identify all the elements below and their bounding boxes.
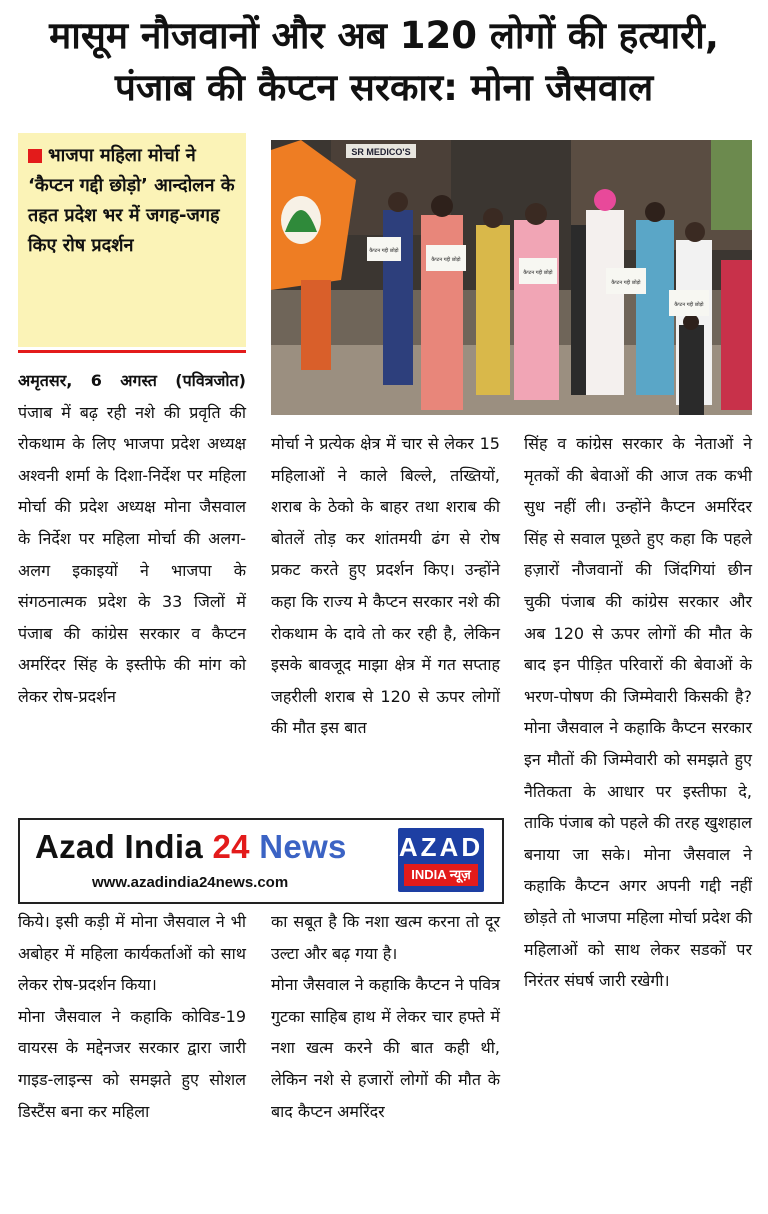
red-square-bullet-icon bbox=[28, 149, 42, 163]
highlight-box bbox=[18, 133, 246, 347]
shop-sign: SR MEDICO'S bbox=[351, 147, 411, 157]
headline-line-1: मासूम नौजवानों और अब 120 लोगों की हत्यारी, bbox=[49, 14, 719, 57]
article-paragraph: पंजाब में बढ़ रही नशे की प्रवृति की रोकथाम के लिए भाजपा प्रदेश अध्यक्ष अश्वनी शर्मा के दिशा-निर्देश पर महिला मोर्चा की प्रदेश अध्यक्ष मोना जैसवाल के निर्देश पर महिला मोर्चा की अलग-अलग इकाइयों ने भाजपा के संगठनात्मक प्रदेश के 33 जिलों में पंजाब की कांग्रेस सरकार व कैप्टन अमरिंदर सिंह के इस्तीफे की मांग को लेकर रोष-प्रदर्शन bbox=[18, 402, 246, 706]
column-1-bottom bbox=[18, 906, 246, 1127]
article-paragraph: मोना जैसवाल ने कहाकि कैप्टन ने पवित्र गुटका साहिब हाथ में लेकर चार हफ्ते में नशा खत्म करने की बात कही थी, लेकिन नशे से हजारों लोगों की मौत के बाद कैप्टन अमरिंदर bbox=[271, 975, 500, 1121]
news-ad-banner[interactable] bbox=[18, 818, 504, 904]
placard-text: कैप्टन गद्दी छोड़ो bbox=[369, 248, 399, 254]
ad-url[interactable]: www.azadindia24news.com bbox=[92, 874, 289, 891]
ad-title: Azad India 24 News bbox=[35, 828, 347, 865]
dateline: अमृतसर, 6 अगस्त (पवित्रजोत) bbox=[18, 371, 246, 390]
article-paragraph: मोर्चा ने प्रत्येक क्षेत्र में चार से लेकर 15 महिलाओं ने काले बिल्ले, तख्तियों, शराब के ठेको के बाहर तथा शराब की बोतलें तोड़ कर शांतमयी ढंग से रोष प्रकट करते हुए प्रदर्शन किए। उन्होंने कहा कि राज्य मे कैप्टन सरकार नशे की रोकथाम के दावे तो कर रही है, लेकिन इसके बावजूद माझा क्षेत्र में गत सप्ताह जहरीली शराब से 120 से ऊपर लोगों की मौत इस बात bbox=[271, 434, 500, 738]
placard-text: कैप्टन गद्दी छोड़ो bbox=[523, 270, 553, 276]
highlight-text-block bbox=[28, 141, 242, 261]
placard-text: कैप्टन गद्दी छोड़ो bbox=[674, 302, 704, 308]
headline-line-2: पंजाब की कैप्टन सरकार: मोना जैसवाल bbox=[114, 66, 654, 109]
placard-text: कैप्टन गद्दी छोड़ो bbox=[611, 280, 641, 286]
headline bbox=[0, 10, 768, 114]
red-divider bbox=[18, 350, 246, 353]
azad-india-logo: AZAD INDIA न्यूज़ bbox=[398, 828, 484, 892]
article-paragraph: सिंह व कांग्रेस सरकार के नेताओं ने मृतकों की बेवाओं की आज तक कभी सुध नहीं ली। उन्होंने कैप्टन अमरिंदर सिंह से सवाल पूछते हुए कहा कि पहले हज़ारों नौजवानों की जिंदगियां छीन चुकी पंजाब की कांग्रेस सरकार और अब 120 से ऊपर लोगों की मौत के बाद इन पीड़ित परिवारों की बेवाओं के भरण-पोषण की जिम्मेवारी किसकी है? मोना जैसवाल ने कहाकि कैप्टन सरकार इन मौतों की जिम्मेवारी को समझते हुए नैतिकता के आधार पर इस्तीफा दे, ताकि पंजाब को पहले की तरह खुशहाल बनाया जा सके। मोना जैसवाल ने कहाकि कैप्टन अगर अपनी गद्दी नहीं छोड़ते तो भाजपा महिला मोर्चा प्रदेश की महिलाओं को साथ लेकर सडकों पर निरंतर संघर्ष जारी रखेगी। bbox=[524, 434, 752, 991]
article-paragraph: का सबूत है कि नशा खत्म करना तो दूर उल्टा और बढ़ गया है। bbox=[271, 912, 500, 963]
protest-photo-illustration bbox=[271, 140, 752, 415]
column-2-top bbox=[271, 428, 500, 744]
protest-photo bbox=[271, 140, 752, 415]
article-paragraph: मोना जैसवाल ने कहाकि कोविड-19 वायरस के मद्देनजर सरकार द्वारा जारी गाइड-लाइन्स को समझते हुए सोशल डिस्टैंस बना कर महिला bbox=[18, 1006, 246, 1121]
column-1-top bbox=[18, 365, 246, 713]
highlight-text: भाजपा महिला मोर्चा ने ‘कैप्टन गद्दी छोड़ो’ आन्दोलन के तहत प्रदेश भर में जगह-जगह किए रोष प्रदर्शन bbox=[28, 145, 235, 256]
column-3 bbox=[524, 428, 752, 997]
placard-text: कैप्टन गद्दी छोड़ो bbox=[431, 257, 461, 263]
column-2-bottom bbox=[271, 906, 500, 1127]
article-paragraph: किये। इसी कड़ी में मोना जैसवाल ने भी अबोहर में महिला कार्यकर्ताओं को साथ लेकर रोष-प्रदर्शन किया। bbox=[18, 912, 246, 995]
